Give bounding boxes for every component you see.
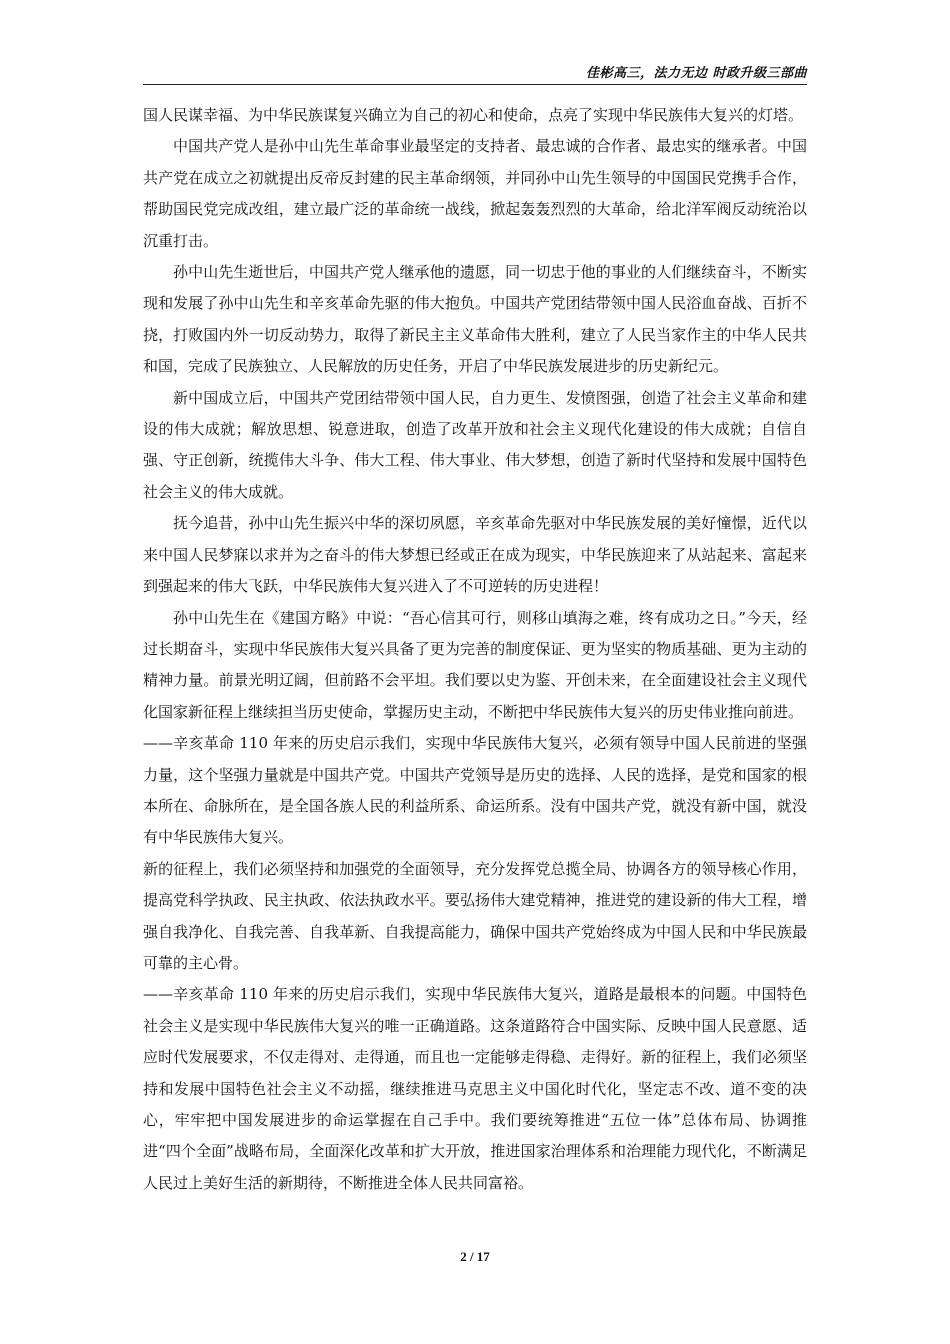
header-divider (143, 84, 807, 85)
paragraph-after-sun-death: 孙中山先生逝世后，中国共产党人继承他的遗愿，同一切忠于他的事业的人们继续奋斗，不断实现和发展了孙中山先生和辛亥革命先驱的伟大抱负。中国共产党团结带领中国人民浴血奋战、百折不挠，打败国内外一切反动势力，取得了新民主主义革命伟大胜利，建立了人民当家作主的中华人民共和国，完成了民族独立、人民解放的历史任务，开启了中华民族发展进步的历史新纪元。 (143, 263, 807, 376)
page-header-title: 佳彬高三，法力无边 时政升级三部曲 (585, 66, 807, 81)
paragraph-new-journey-party: 新的征程上，我们必须坚持和加强党的全面领导，充分发挥党总揽全局、协调各方的领导核心作用，提高党科学执政、民主执政、依法执政水平。要弘扬伟大建党精神，推进党的建设新的伟大工程，增强自我净化、自我完善、自我革新、自我提高能力，确保中国共产党始终成为中国人民和中华民族最可靠的主心骨。 (143, 859, 807, 972)
paragraph-cpc-supporters: 中国共产党人是孙中山先生革命事业最坚定的支持者、最忠诚的合作者、最忠实的继承者。中国共产党在成立之初就提出反帝反封建的民主革命纲领，并同孙中山先生领导的中国国民党携手合作，帮助国民党完成改组，建立最广泛的革命统一战线，掀起轰轰烈烈的大革命，给北洋军阀反动统治以沉重打击。 (143, 137, 807, 250)
document-body (143, 100, 807, 1199)
page-number: 2 / 17 (460, 1249, 490, 1264)
paragraph-lesson-road: ——辛亥革命 110 年来的历史启示我们，实现中华民族伟大复兴，道路是最根本的问题。中国特色社会主义是实现中华民族伟大复兴的唯一正确道路。这条道路符合中国实际、反映中国人民意愿、适应时代发展要求，不仅走得对、走得通，而且也一定能够走得稳、走得好。新的征程上，我们必须坚持和发展中国特色社会主义不动摇，继续推进马克思主义中国化时代化，坚定志不改、道不变的决心，牢牢把中国发展进步的命运掌握在自己手中。我们要统筹推进“五位一体”总体布局、协调推进“四个全面”战略布局，全面深化改革和扩大开放，推进国家治理体系和治理能力现代化，不断满足人民过上美好生活的新期待，不断推进全体人民共同富裕。 (143, 985, 807, 1192)
paragraph-reflection: 抚今追昔，孙中山先生振兴中华的深切夙愿，辛亥革命先驱对中华民族发展的美好憧憬，近代以来中国人民梦寐以求并为之奋斗的伟大梦想已经或正在成为现实，中华民族迎来了从站起来、富起来到强起来的伟大飞跃，中华民族伟大复兴进入了不可逆转的历史进程！ (143, 514, 807, 596)
paragraph-lesson-leadership: ——辛亥革命 110 年来的历史启示我们，实现中华民族伟大复兴，必须有领导中国人民前进的坚强力量，这个坚强力量就是中国共产党。中国共产党领导是历史的选择、人民的选择，是党和国家的根本所在、命脉所在，是全国各族人民的利益所系、命运所系。没有中国共产党，就没有新中国，就没有中华民族伟大复兴。 (143, 734, 807, 847)
paragraph-jianguo-fanglue: 孙中山先生在《建国方略》中说：“吾心信其可行，则移山填海之难，终有成功之日。”今天，经过长期奋斗，实现中华民族伟大复兴具备了更为完善的制度保证、更为坚实的物质基础、更为主动的精神力量。前景光明辽阔，但前路不会平坦。我们要以史为鉴、开创未来，在全面建设社会主义现代化国家新征程上继续担当历史使命，掌握历史主动，不断把中华民族伟大复兴的历史伟业推向前进。 (143, 608, 807, 721)
paragraph-new-china: 新中国成立后，中国共产党团结带领中国人民，自力更生、发愤图强，创造了社会主义革命和建设的伟大成就；解放思想、锐意进取，创造了改革开放和社会主义现代化建设的伟大成就；自信自强、守正创新，统揽伟大斗争、伟大工程、伟大事业、伟大梦想，创造了新时代坚持和发展中国特色社会主义的伟大成就。 (143, 388, 807, 501)
paragraph-continuation: 国人民谋幸福、为中华民族谋复兴确立为自己的初心和使命，点亮了实现中华民族伟大复兴的灯塔。 (143, 106, 804, 124)
